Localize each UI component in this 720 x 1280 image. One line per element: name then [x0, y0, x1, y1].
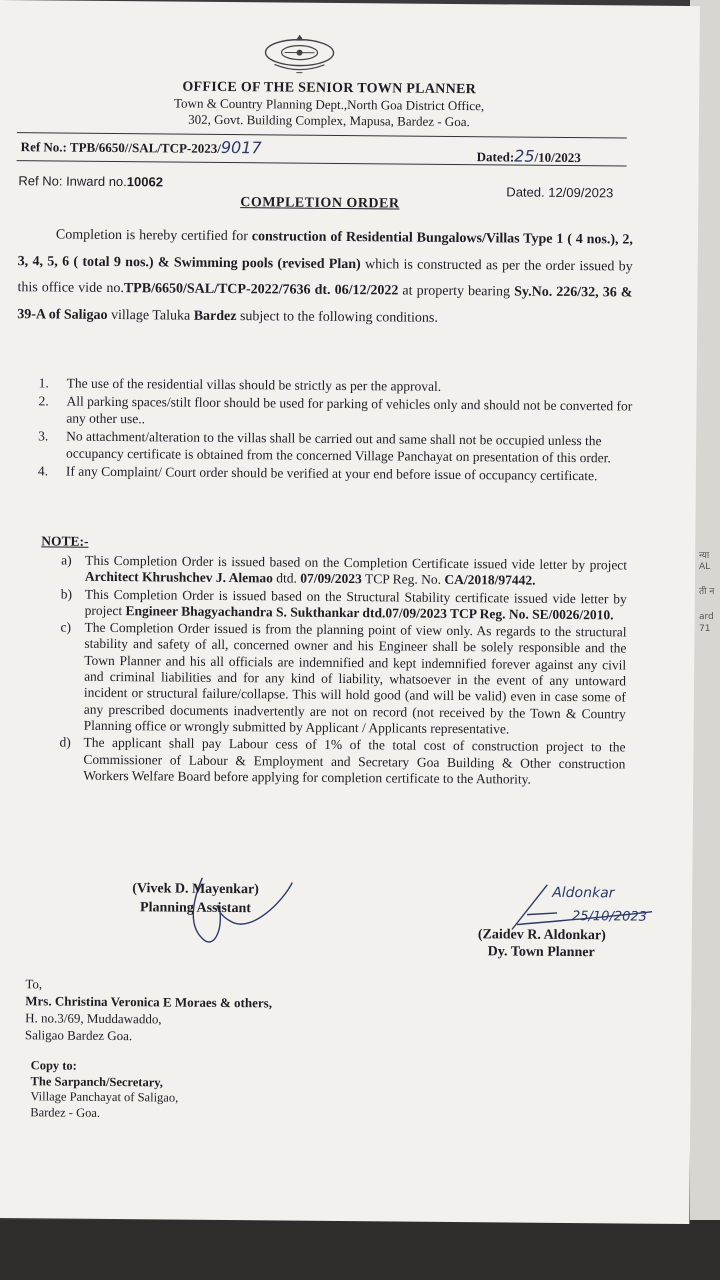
body-bold: construction of Residential Bungalows/Villas Type 1 ( 4 nos.), 2, 3, 4, 5, 6 ( total 9 nos.) & Swimming pools (revised Plan) [17, 229, 634, 272]
note-text: The Completion Order issued is from the planning point of view only. As regards to the structural stability and safety of all, concerned owner and his Engineer shall be solely responsible and the Town Planner and his all officials are indemnified and kept indemnified forever against any civil and criminal liabilities and for any kind of liability, whatsoever in the event of any untoward incident or structural failure/collapse. This will hold good (and will be valid) even in case some of any prescribed documents inadvertently are not on record (not received by the Town & Country Planning office or wrongly submitted by Applicant / Applicants representative. [83, 619, 627, 737]
note-bold: CA/2018/97442. [444, 572, 536, 588]
dated-rest: /10/2023 [534, 149, 581, 166]
note-text: TCP Reg. No. [361, 571, 445, 588]
margin-fragment: 71 [699, 624, 711, 634]
conditions-list [16, 374, 637, 485]
note-item [60, 620, 627, 739]
address-line: 302, Govt. Building Complex, Mapusa, Bardez - Goa. [188, 111, 470, 130]
inward-label: Ref No: Inward no. [18, 173, 127, 190]
body-text: village Taluka [107, 307, 194, 324]
condition-text: All parking spaces/stilt floor should be used for parking of vehicles only and should not be converted for any other use.. [66, 393, 633, 427]
addressee-line: Saligao Bardez Goa. [24, 1027, 133, 1044]
copy-to-block [30, 1058, 178, 1121]
addressee-name: Mrs. Christina Veronica E Moraes & others, [25, 993, 273, 1011]
note-label: c) [60, 619, 72, 635]
department-line: Town & Country Planning Dept.,North Goa District Office, [173, 95, 485, 114]
condition-item [16, 392, 636, 431]
planning-assistant-name: (Vivek D. Mayenkar) [132, 881, 259, 898]
copy-line: Bardez - Goa. [30, 1104, 101, 1120]
document-title: COMPLETION ORDER [240, 195, 400, 212]
condition-text: If any Complaint/ Court order should be verified at your end before issue of occupancy certificate. [65, 463, 598, 484]
addressee-block [25, 975, 272, 1045]
note-label: d) [59, 734, 71, 750]
copy-line: The Sarpanch/Secretary, [30, 1073, 164, 1089]
copy-line: Village Panchayat of Saligao, [30, 1089, 179, 1105]
body-text: which is constructed as per the order issued by this office vide no. [17, 256, 633, 297]
town-planner-signature-icon [507, 874, 658, 935]
note-item [59, 735, 625, 789]
planning-assistant-title: Planning Assistant [140, 900, 252, 917]
table-surface [0, 1220, 720, 1280]
note-bold: Architect Khrushchev J. Alemao [84, 569, 274, 586]
note-text: This Completion Order is issued based on the Structural Stability certificate issued vide letter by project [84, 586, 627, 619]
condition-text: No attachment/alteration to the villas shall be carried out and same shall not be occupied unless the occupancy certificate is obtained from the concerned Village Panchayat on presentation of this order. [65, 428, 611, 466]
notes-list [59, 553, 627, 790]
note-text: dtd. [272, 570, 301, 586]
dated-label: Dated: [476, 149, 515, 165]
reference-label: Ref No.: TPB/6650//SAL/TCP-2023/ [20, 139, 221, 156]
inward-date: Dated. 12/09/2023 [506, 184, 614, 201]
body-text: at property bearing [398, 283, 515, 300]
condition-item [16, 427, 636, 466]
condition-number: 3. [38, 428, 49, 444]
note-text: The applicant shall pay Labour cess of 1% of the total cost of construction project to the Commissioner of Labour & Employment and Secretary Goa Building & Other construction Workers Welfare Board before applying for completion certificate to the Authority. [83, 735, 626, 787]
body-bold: TPB/6650/SAL/TCP-2022/7636 dt. 06/12/2022 [123, 281, 399, 299]
note-item [61, 586, 627, 624]
addressee-line: H. no.3/69, Muddawaddo, [25, 1010, 162, 1027]
note-label: a) [61, 552, 72, 568]
to-label: To, [25, 976, 43, 992]
copy-label: Copy to: [30, 1058, 77, 1073]
town-planner-name: (Zaidev R. Aldonkar) [477, 927, 606, 944]
note-heading: NOTE:- [41, 533, 89, 549]
note-text: This Completion Order is issued based on the Completion Certificate issued vide letter by project [85, 552, 628, 573]
margin-fragment: AL [699, 562, 711, 572]
body-bold: Bardez [193, 308, 237, 324]
margin-fragment: न्या [699, 551, 710, 561]
office-heading: OFFICE OF THE SENIOR TOWN PLANNER [182, 79, 477, 98]
certification-paragraph [17, 222, 633, 333]
inward-value: 10062 [126, 174, 164, 190]
dated-field [477, 146, 581, 166]
inward-number [18, 173, 163, 189]
town-planner-title: Dy. Town Planner [487, 944, 595, 961]
reference-number [21, 136, 262, 157]
note-item [61, 553, 627, 591]
body-bold: Sy.No. 226/32, 36 & 39-A of Saligao [17, 284, 633, 323]
condition-text: The use of the residential villas should be strictly as per the approval. [66, 375, 442, 394]
handwritten-signature-date: 25/10/2023 [571, 909, 648, 925]
handwritten-number: 9017 [220, 137, 262, 158]
note-bold: Engineer Bhagyachandra S. Sukthankar dtd.07/09/2023 TCP Reg. No. SE/0026/2010. [125, 603, 614, 623]
handwritten-signature: Aldonkar [552, 884, 615, 902]
note-bold: 07/09/2023 [300, 570, 362, 587]
government-emblem-icon [254, 30, 344, 79]
note-label: b) [60, 586, 73, 602]
condition-number: 1. [38, 375, 49, 391]
condition-number: 4. [37, 463, 49, 479]
condition-number: 2. [38, 393, 49, 409]
margin-fragment: ती न [699, 587, 715, 597]
margin-fragment: ard [699, 612, 714, 622]
handwritten-day: 25 [514, 146, 535, 166]
body-text: Completion is hereby certified for [55, 227, 252, 245]
body-text: subject to the following conditions. [236, 308, 438, 326]
